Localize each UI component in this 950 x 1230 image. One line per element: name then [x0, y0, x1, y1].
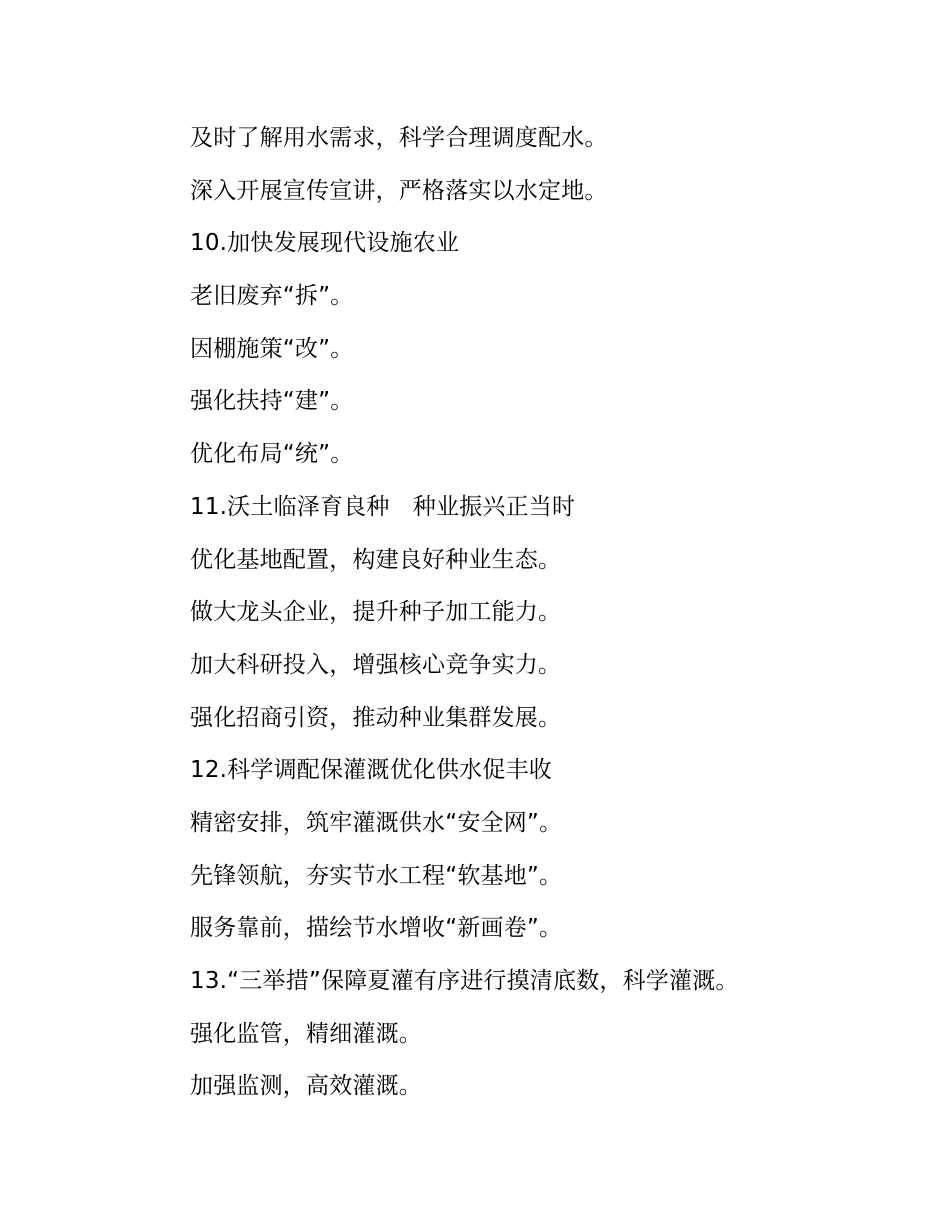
paragraph-line: 先锋领航，夯实节水工程“软基地”。: [190, 862, 563, 889]
paragraph-line: 老旧废弃“拆”。: [190, 283, 354, 310]
paragraph-line: 加强监测，高效灌溉。: [190, 1073, 422, 1100]
paragraph-line: 服务靠前，描绘节水增收“新画卷”。: [190, 915, 563, 942]
section-heading: 11.沃土临泽育良种 种业振兴正当时: [190, 493, 576, 520]
paragraph-line: 优化基地配置，构建良好种业生态。: [190, 546, 562, 573]
paragraph-line: 做大龙头企业，提升种子加工能力。: [190, 599, 562, 626]
paragraph-line: 强化监管，精细灌溉。: [190, 1020, 422, 1047]
section-heading: 12.科学调配保灌溉优化供水促丰收: [190, 757, 552, 784]
paragraph-line: 加大科研投入，增强核心竞争实力。: [190, 651, 562, 678]
paragraph-line: 强化扶持“建”。: [190, 388, 354, 415]
paragraph-line: 因棚施策“改”。: [190, 335, 354, 362]
paragraph-line: 深入开展宣传宣讲，严格落实以水定地。: [190, 177, 608, 204]
paragraph-line: 精密安排，筑牢灌溉供水“安全网”。: [190, 809, 563, 836]
section-heading: 10.加快发展现代设施农业: [190, 230, 460, 257]
document-body: [190, 112, 890, 1113]
section-heading: 13.“三举措”保障夏灌有序进行摸清底数，科学灌溉。: [190, 968, 739, 994]
paragraph-line: 及时了解用水需求，科学合理调度配水。: [190, 125, 608, 151]
paragraph-line: 强化招商引资，推动种业集群发展。: [190, 704, 562, 731]
paragraph-line: 优化布局“统”。: [190, 441, 354, 468]
